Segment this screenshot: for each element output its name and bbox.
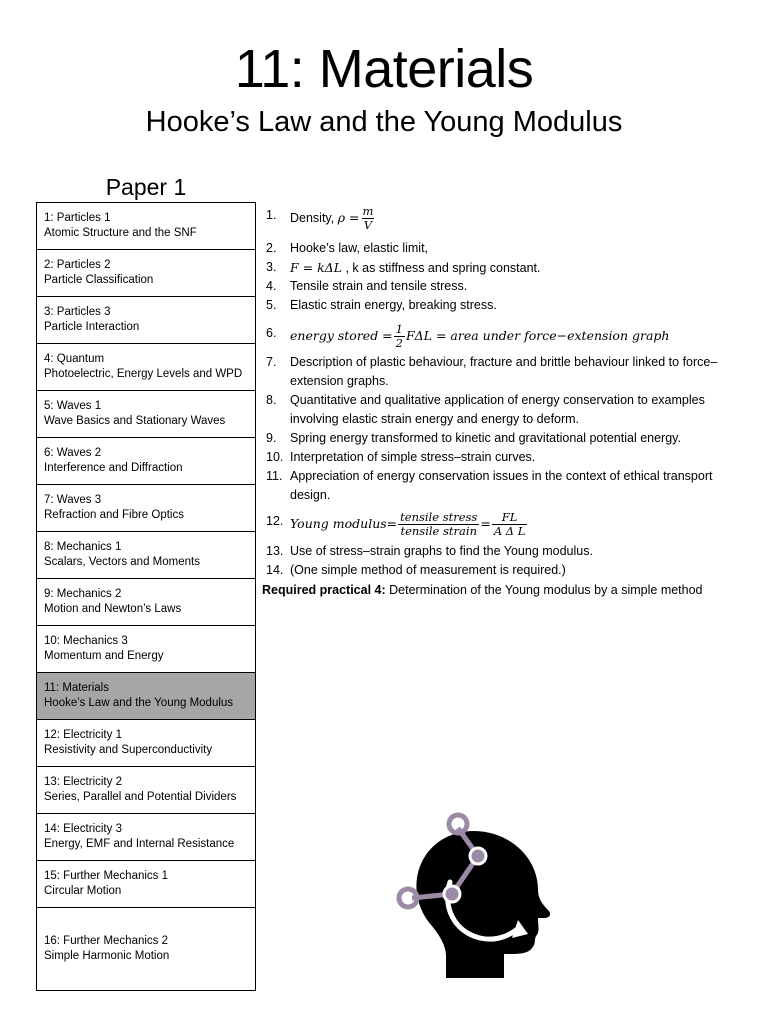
topic-item-15[interactable]	[37, 861, 255, 908]
topic-name: Energy, EMF and Internal Resistance	[44, 838, 235, 850]
fraction-denominator: 2	[395, 335, 403, 350]
topic-number: 8: Mechanics 1	[44, 541, 122, 553]
item-text: Appreciation of energy conservation issues in the context of ethical transport design.	[290, 469, 713, 502]
topic-number: 2: Particles 2	[44, 259, 111, 271]
required-practical	[262, 581, 732, 600]
topic-item-14[interactable]	[37, 814, 255, 861]
fraction-denominator: V	[363, 217, 373, 232]
stress-strain-fraction	[398, 512, 479, 537]
item-text: Spring energy transformed to kinetic and gravitational potential energy.	[290, 431, 681, 445]
item-text: (One simple method of measurement is required.)	[290, 563, 566, 577]
node-center-left	[444, 886, 460, 902]
topic-item-12[interactable]	[37, 720, 255, 767]
item-text: Elastic strain energy, breaking stress.	[290, 298, 497, 312]
topic-name: Scalars, Vectors and Moments	[44, 556, 200, 568]
item-text: Quantitative and qualitative application of energy conservation to examples involving elastic strain energy and energy to deform.	[290, 393, 705, 426]
topic-item-9[interactable]	[37, 579, 255, 626]
topic-list	[36, 202, 256, 991]
item-number: 6.	[266, 326, 277, 340]
topic-number: 3: Particles 3	[44, 306, 111, 318]
topic-number: 14: Electricity 3	[44, 823, 122, 835]
topic-name: Momentum and Energy	[44, 650, 164, 662]
item-text: Interpretation of simple stress–strain curves.	[290, 450, 536, 464]
equals-sign: =	[480, 515, 491, 531]
topic-number: 7: Waves 3	[44, 494, 102, 506]
item-number: 1.	[266, 208, 277, 222]
item-number: 11.	[266, 469, 283, 483]
topic-item-2[interactable]	[37, 250, 255, 297]
required-practical-text: Determination of the Young modulus by a simple method	[385, 583, 703, 597]
topic-name: Photoelectric, Energy Levels and WPD	[44, 368, 243, 380]
item-text: Use of stress–strain graphs to find the Young modulus.	[290, 544, 593, 558]
item-number: 10.	[266, 450, 284, 464]
item-number: 5.	[266, 298, 277, 312]
topic-number: 4: Quantum	[44, 353, 105, 365]
item-text: Density,	[290, 210, 338, 225]
topic-number: 11: Materials	[44, 682, 109, 694]
half-fraction	[394, 324, 405, 349]
topic-name: Interference and Diffraction	[44, 462, 183, 474]
hookes-law-equation: F = kΔL	[290, 260, 342, 275]
topic-number: 13: Electricity 2	[44, 776, 122, 788]
topic-number: 1: Particles 1	[44, 212, 111, 224]
item-number: 3.	[266, 260, 277, 274]
item-text: Tensile strain and tensile stress.	[290, 279, 468, 293]
topic-number: 10: Mechanics 3	[44, 635, 128, 647]
item-text: , k as stiffness and spring constant.	[342, 261, 541, 275]
topic-item-13[interactable]	[37, 767, 255, 814]
topic-number: 15: Further Mechanics 1	[44, 870, 169, 882]
topic-item-10[interactable]	[37, 626, 255, 673]
item-number: 2.	[266, 241, 277, 255]
topic-item-3[interactable]	[37, 297, 255, 344]
item-number: 4.	[266, 279, 277, 293]
topic-name: Particle Classification	[44, 274, 154, 286]
item-text: Description of plastic behaviour, fracture and brittle behaviour linked to force–extension graphs.	[290, 355, 718, 388]
head-with-circuit-nodes-icon	[392, 806, 564, 982]
topic-item-16[interactable]	[37, 908, 255, 990]
topic-name: Particle Interaction	[44, 321, 140, 333]
fraction-numerator: FL	[501, 510, 518, 524]
density-symbol: ρ =	[337, 209, 360, 225]
page-subtitle: Hooke’s Law and the Young Modulus	[145, 106, 623, 138]
topic-name: Resistivity and Superconductivity	[44, 744, 213, 756]
item-text: Hooke’s law, elastic limit,	[290, 241, 429, 255]
fraction-numerator: m	[362, 204, 374, 218]
required-practical-label: Required practical 4:	[262, 583, 386, 597]
item-number: 7.	[266, 355, 277, 369]
fraction-denominator: A Δ L	[493, 523, 526, 538]
topic-item-1[interactable]	[37, 203, 255, 250]
paper-label: Paper 1	[105, 174, 187, 200]
fraction-numerator: tensile stress	[400, 510, 478, 524]
energy-stored-label: energy stored =	[290, 327, 393, 343]
energy-stored-equation: FΔL = area under force−extension graph	[405, 327, 670, 343]
item-number: 12.	[266, 514, 284, 528]
item-number: 9.	[266, 431, 277, 445]
topic-item-8[interactable]	[37, 532, 255, 579]
topic-name: Refraction and Fibre Optics	[44, 509, 184, 521]
topic-number: 12: Electricity 1	[44, 729, 122, 741]
topic-item-6[interactable]	[37, 438, 255, 485]
topic-name: Hooke’s Law and the Young Modulus	[44, 697, 234, 709]
topic-name: Circular Motion	[44, 885, 122, 897]
item-number: 8.	[266, 393, 277, 407]
topic-item-11[interactable]	[37, 673, 255, 720]
topic-number: 5: Waves 1	[44, 400, 102, 412]
topic-name: Series, Parallel and Potential Dividers	[44, 791, 237, 803]
topic-number: 9: Mechanics 2	[44, 588, 122, 600]
topic-item-5[interactable]	[37, 391, 255, 438]
fraction-numerator: 1	[395, 322, 403, 336]
topic-name: Motion and Newton’s Laws	[44, 603, 182, 615]
topic-item-7[interactable]	[37, 485, 255, 532]
fraction-denominator: tensile strain	[400, 523, 477, 538]
topic-name: Atomic Structure and the SNF	[44, 227, 197, 239]
density-fraction	[361, 206, 376, 231]
node-center-top	[470, 848, 486, 864]
item-number: 13.	[266, 544, 284, 558]
topic-item-4[interactable]	[37, 344, 255, 391]
page-title: 11: Materials	[234, 39, 534, 99]
topic-name: Wave Basics and Stationary Waves	[44, 415, 226, 427]
young-modulus-label: Young modulus=	[290, 515, 398, 531]
topic-number: 16: Further Mechanics 2	[44, 935, 169, 947]
topic-name: Simple Harmonic Motion	[44, 950, 170, 962]
item-number: 14.	[266, 563, 284, 577]
fl-over-adl-fraction	[492, 512, 528, 537]
topic-number: 6: Waves 2	[44, 447, 102, 459]
